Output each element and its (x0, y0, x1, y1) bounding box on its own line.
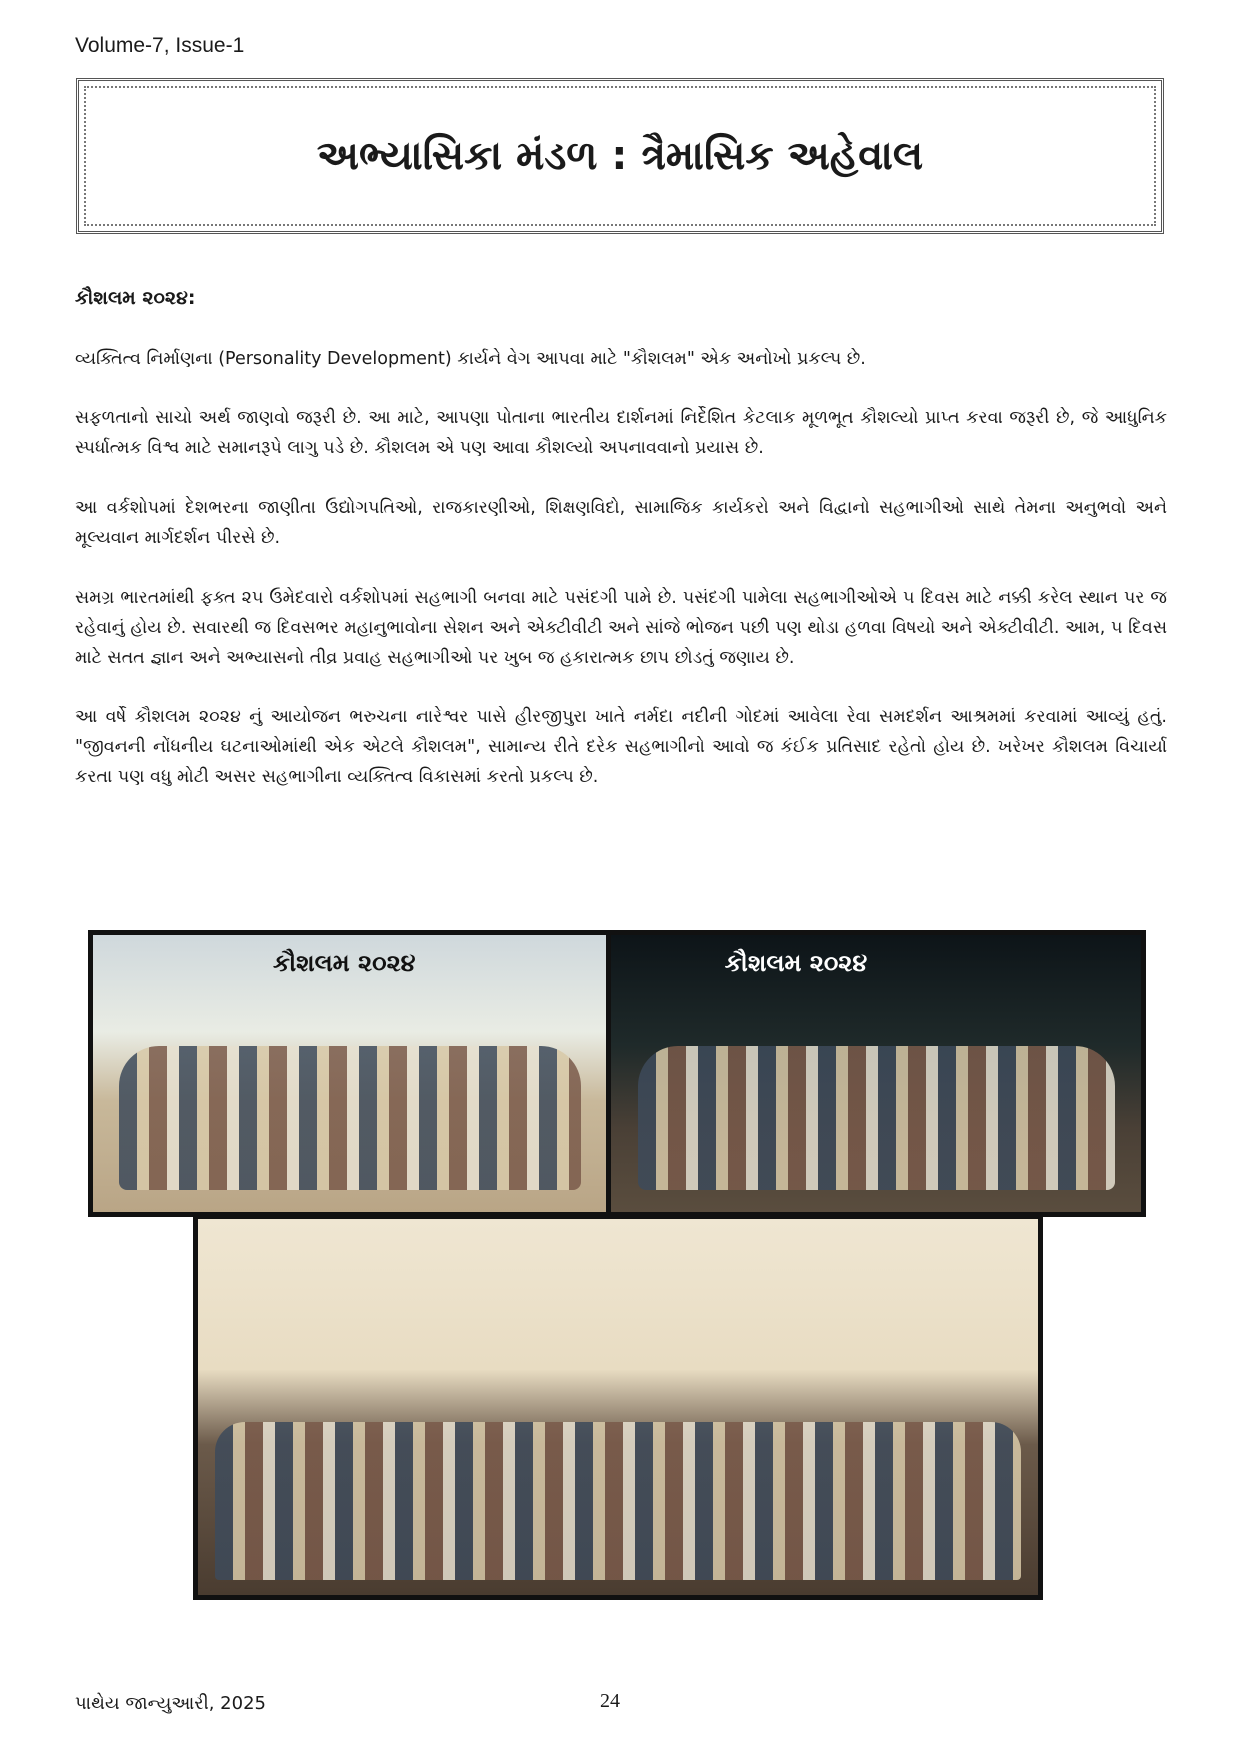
seated-participants (215, 1422, 1021, 1580)
group-photo-night (606, 930, 1146, 1217)
page-title: અભ્યાસિકા મંડળ : ત્રૈમાસિક અહેવાલ (316, 133, 924, 179)
group-people (638, 1046, 1115, 1190)
title-frame (76, 78, 1164, 234)
footer-publication: પાથેય જાન્યુઆરી, 2025 (75, 1693, 266, 1714)
page-number: 24 (600, 1690, 620, 1712)
photo-label-night: કૌશલમ ૨૦૨૪ (724, 949, 868, 977)
volume-issue: Volume-7, Issue-1 (75, 34, 245, 57)
photo-label-day: કૌશલમ ૨૦૨૪ (273, 949, 416, 977)
paragraph-4: સમગ્ર ભારતમાંથી ફક્ત ૨૫ ઉમેદવારો વર્કશોપમાં સહભાગી બનવા માટે પસંદગી પામે છે. પસંદગી પામેલા સહભાગીઓએ ૫ દિવસ માટે નક્કી કરેલ સ્થાન પર જ રહેવાનું હોય છે. સવારથી જ દિવસભર મહાનુભાવોના સેશન અને એક્ટીવીટી અને સાંજે ભોજન પછી પણ થોડા હળવા વિષયો અને એક્ટીવીટી. આમ, ૫ દિવસ માટે સતત જ્ઞાન અને અભ્યાસનો તીવ્ર પ્રવાહ સહભાગીઓ પર ખુબ જ હકારાત્મક છાપ છોડતું જણાય છે. (75, 588, 1167, 668)
session-photo (193, 1214, 1043, 1600)
paragraph-2: સફળતાનો સાચો અર્થ જાણવો જરૂરી છે. આ માટે, આપણા પોતાના ભારતીય દાર્શનમાં નિર્દેશિત કેટલાક મૂળભૂત કૌશલ્યો પ્રાપ્ત કરવા જરૂરી છે, જે આધુનિક સ્પર્ધાત્મક વિશ્વ માટે સમાનરૂપે લાગુ પડે છે. કૌશલમ એ પણ આવા કૌશલ્યો અપનાવવાનો પ્રયાસ છે. (75, 408, 1167, 458)
paragraph-5: આ વર્ષે કૌશલમ ૨૦૨૪ નું આયોજન ભરુચના નારેશ્વર પાસે હીરજીપુરા ખાતે નર્મદા નદીની ગોદમાં આવેલા રેવા સમદર્શન આશ્રમમાં કરવામાં આવ્યું હતું. "જીવનની નોંધનીય ઘટનાઓમાંથી એક એટલે કૌશલમ", સામાન્ય રીતે દરેક સહભાગીનો આવો જ કંઈક પ્રતિસાદ રહેતો હોય છે. ખરેખર કૌશલમ વિચાર્યા કરતા પણ વધુ મોટી અસર સહભાગીના વ્યક્તિત્વ વિકાસમાં કરતો પ્રકલ્પ છે. (75, 707, 1167, 787)
group-people (119, 1046, 582, 1190)
section-heading: કૌશલમ ૨૦૨૪: (75, 287, 196, 309)
group-photo-day (88, 930, 612, 1217)
paragraph-1: વ્યક્તિત્વ નિર્માણના (Personality Development) કાર્યને વેગ આપવા માટે "કૌશલમ" એક અનોખો પ્રકલ્પ છે. (75, 349, 866, 369)
paragraph-3: આ વર્કશોપમાં દેશભરના જાણીતા ઉદ્યોગપતિઓ, રાજકારણીઓ, શિક્ષણવિદો, સામાજિક કાર્યકરો અને વિદ્વાનો સહભાગીઓ સાથે તેમના અનુભવો અને મૂલ્યવાન માર્ગદર્શન પીરસે છે. (75, 498, 1167, 548)
